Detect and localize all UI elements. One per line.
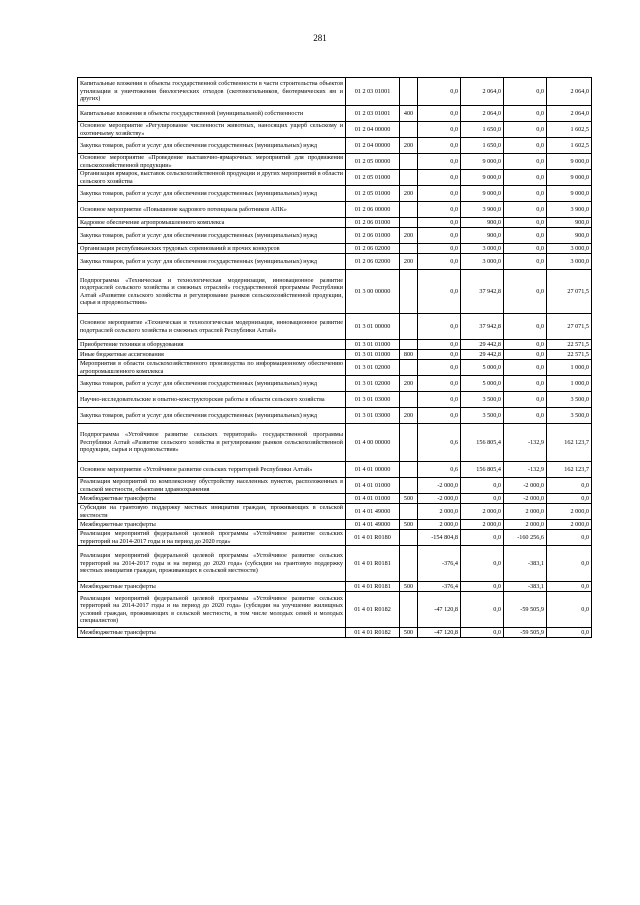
row-value-1: 0,0 — [418, 244, 461, 254]
row-code: 01 4 01 R0181 — [346, 546, 400, 582]
row-value-2: 0,0 — [461, 582, 504, 592]
row-name: Субсидии на грантовую поддержку местных инициатив граждан, проживающих в сельской местности — [78, 504, 346, 520]
row-value-3: 0,0 — [504, 270, 547, 314]
row-code: 01 2 06 02000 — [346, 244, 400, 254]
table-row — [78, 138, 592, 154]
row-value-1: 0,0 — [418, 78, 461, 106]
row-value-1: 0,0 — [418, 202, 461, 218]
row-value-2: 0,0 — [461, 530, 504, 546]
row-kvr: 500 — [400, 628, 418, 638]
row-value-2: 5 000,0 — [461, 376, 504, 392]
row-value-4: 1 000,0 — [547, 360, 592, 376]
row-value-3: 2 000,0 — [504, 504, 547, 520]
row-value-2: 2 000,0 — [461, 520, 504, 530]
row-name: Закупка товаров, работ и услуг для обеспечения государственных (муниципальных) нужд — [78, 254, 346, 270]
row-kvr — [400, 360, 418, 376]
row-value-3: -160 256,6 — [504, 530, 547, 546]
row-value-3: 0,0 — [504, 154, 547, 170]
row-value-3: 0,0 — [504, 122, 547, 138]
table-row — [78, 254, 592, 270]
row-name: Закупка товаров, работ и услуг для обеспечения государственных (муниципальных) нужд — [78, 186, 346, 202]
row-value-1: 0,0 — [418, 254, 461, 270]
row-value-2: 37 942,8 — [461, 270, 504, 314]
row-value-4: 2 000,0 — [547, 504, 592, 520]
row-code: 01 4 01 00000 — [346, 462, 400, 478]
table-row — [78, 270, 592, 314]
row-value-4: 27 071,5 — [547, 314, 592, 340]
row-value-1: -376,4 — [418, 582, 461, 592]
row-kvr — [400, 244, 418, 254]
row-value-2: 0,0 — [461, 628, 504, 638]
row-value-1: 0,0 — [418, 106, 461, 122]
table-row — [78, 592, 592, 628]
row-name: Закупка товаров, работ и услуг для обеспечения государственных (муниципальных) нужд — [78, 408, 346, 424]
row-value-3: 0,0 — [504, 376, 547, 392]
row-value-4: 9 000,0 — [547, 154, 592, 170]
row-value-4: 1 602,5 — [547, 138, 592, 154]
row-code: 01 2 05 01000 — [346, 170, 400, 186]
row-value-4: 162 123,7 — [547, 424, 592, 462]
row-value-4: 22 571,5 — [547, 340, 592, 350]
row-value-3: 0,0 — [504, 392, 547, 408]
row-name: Капитальные вложения в объекты государственной собственности в части строительства объектов утилизации и уничтожения биологических отходов (скотомогильников, биотермических ям и других) — [78, 78, 346, 106]
row-value-3: 0,0 — [504, 78, 547, 106]
row-code: 01 3 01 01000 — [346, 340, 400, 350]
row-value-1: 2 000,0 — [418, 504, 461, 520]
row-value-4: 0,0 — [547, 546, 592, 582]
row-kvr: 200 — [400, 186, 418, 202]
row-kvr — [400, 504, 418, 520]
row-name: Закупка товаров, работ и услуг для обеспечения государственных (муниципальных) нужд — [78, 376, 346, 392]
row-kvr: 200 — [400, 254, 418, 270]
row-value-2: 2 064,0 — [461, 78, 504, 106]
table-row — [78, 408, 592, 424]
row-value-2: 0,0 — [461, 494, 504, 504]
row-code: 01 2 06 02000 — [346, 254, 400, 270]
row-code: 01 2 06 01000 — [346, 228, 400, 244]
row-name: Реализация мероприятий федеральной целевой программы «Устойчивое развитие сельских территорий на 2014-2017 годы и на период до 2020 года» — [78, 530, 346, 546]
row-kvr — [400, 462, 418, 478]
table-body — [78, 78, 592, 638]
table-row — [78, 504, 592, 520]
row-value-4: 1 602,5 — [547, 122, 592, 138]
row-value-4: 3 000,0 — [547, 244, 592, 254]
row-value-4: 3 000,0 — [547, 254, 592, 270]
row-value-3: -132,9 — [504, 424, 547, 462]
row-name: Организация ярмарок, выставок сельскохозяйственной продукции и других мероприятий в области сельского хозяйства — [78, 170, 346, 186]
row-value-3: -132,9 — [504, 462, 547, 478]
table-row — [78, 628, 592, 638]
row-code: 01 4 01 R0182 — [346, 592, 400, 628]
table-row — [78, 170, 592, 186]
row-value-3: 0,0 — [504, 106, 547, 122]
row-code: 01 4 00 00000 — [346, 424, 400, 462]
row-code: 01 4 01 R0182 — [346, 628, 400, 638]
row-name: Мероприятия в области сельскохозяйственного производства по информационному обеспечению агропромышленного комплекса — [78, 360, 346, 376]
row-value-2: 29 442,8 — [461, 340, 504, 350]
page-number: 281 — [313, 33, 327, 43]
row-name: Кадровое обеспечение агропромышленного комплекса — [78, 218, 346, 228]
table-row — [78, 218, 592, 228]
row-value-1: -376,4 — [418, 546, 461, 582]
row-value-1: 2 000,0 — [418, 520, 461, 530]
table-row — [78, 424, 592, 462]
row-value-1: 0,0 — [418, 408, 461, 424]
row-value-1: 0,0 — [418, 270, 461, 314]
table-row — [78, 392, 592, 408]
row-name: Подпрограмма «Техническая и технологическая модернизация, инновационное развитие подотраслей сельского хозяйства и смежных отраслей» государственной программы Республики Алтай «Развитие сельского хозяйства и регулирование рынков сельскохозяйственной продукции, сырья и продовольствия» — [78, 270, 346, 314]
table-row — [78, 154, 592, 170]
table-row — [78, 186, 592, 202]
row-value-1: -2 000,0 — [418, 478, 461, 494]
table-row — [78, 494, 592, 504]
row-value-1: 0,0 — [418, 376, 461, 392]
row-value-3: 0,0 — [504, 244, 547, 254]
row-code: 01 2 04 00000 — [346, 138, 400, 154]
table-row — [78, 202, 592, 218]
row-value-4: 1 000,0 — [547, 376, 592, 392]
row-name: Основное мероприятие «Повышение кадрового потенциала работников АПК» — [78, 202, 346, 218]
row-value-4: 2 064,0 — [547, 106, 592, 122]
row-code: 01 3 01 03000 — [346, 392, 400, 408]
row-name: Организация республиканских трудовых соревнований и прочих конкурсов — [78, 244, 346, 254]
row-kvr — [400, 170, 418, 186]
row-kvr — [400, 340, 418, 350]
row-name: Закупка товаров, работ и услуг для обеспечения государственных (муниципальных) нужд — [78, 228, 346, 244]
row-name: Капитальные вложения в объекты государственной (муниципальной) собственности — [78, 106, 346, 122]
row-kvr — [400, 270, 418, 314]
row-value-1: 0,0 — [418, 186, 461, 202]
row-name: Основное мероприятие «Устойчивое развитие сельских территорий Республики Алтай» — [78, 462, 346, 478]
row-name: Иные бюджетные ассигнования — [78, 350, 346, 360]
row-value-4: 0,0 — [547, 478, 592, 494]
row-kvr: 200 — [400, 376, 418, 392]
row-value-1: -47 120,8 — [418, 628, 461, 638]
row-value-4: 22 571,5 — [547, 350, 592, 360]
row-kvr — [400, 546, 418, 582]
row-value-1: -47 120,8 — [418, 592, 461, 628]
row-code: 01 3 01 01000 — [346, 350, 400, 360]
row-name: Межбюджетные трансферты — [78, 494, 346, 504]
row-value-2: 3 000,0 — [461, 244, 504, 254]
row-value-2: 5 000,0 — [461, 360, 504, 376]
row-value-3: -59 505,9 — [504, 628, 547, 638]
row-kvr — [400, 202, 418, 218]
table-row — [78, 520, 592, 530]
row-kvr — [400, 218, 418, 228]
row-value-2: 9 000,0 — [461, 186, 504, 202]
row-value-1: 0,0 — [418, 218, 461, 228]
row-value-3: -59 505,9 — [504, 592, 547, 628]
row-code: 01 3 01 02000 — [346, 360, 400, 376]
row-value-2: 2 000,0 — [461, 504, 504, 520]
row-value-2: 1 650,0 — [461, 138, 504, 154]
row-value-4: 3 900,0 — [547, 202, 592, 218]
row-code: 01 4 01 49000 — [346, 520, 400, 530]
row-kvr: 400 — [400, 106, 418, 122]
table-row — [78, 546, 592, 582]
row-value-2: 37 942,8 — [461, 314, 504, 340]
row-value-4: 9 000,0 — [547, 170, 592, 186]
table-row — [78, 350, 592, 360]
row-value-1: 0,0 — [418, 350, 461, 360]
row-value-2: 9 000,0 — [461, 154, 504, 170]
row-value-4: 0,0 — [547, 530, 592, 546]
row-value-2: 29 442,8 — [461, 350, 504, 360]
table-row — [78, 360, 592, 376]
row-code: 01 4 01 01000 — [346, 478, 400, 494]
row-value-4: 0,0 — [547, 628, 592, 638]
row-name: Межбюджетные трансферты — [78, 582, 346, 592]
row-kvr — [400, 592, 418, 628]
row-code: 01 3 01 00000 — [346, 314, 400, 340]
row-value-4: 0,0 — [547, 494, 592, 504]
table-row — [78, 244, 592, 254]
row-value-3: 2 000,0 — [504, 520, 547, 530]
row-kvr — [400, 154, 418, 170]
row-code: 01 4 01 R0181 — [346, 582, 400, 592]
row-value-1: 0,0 — [418, 314, 461, 340]
row-code: 01 4 01 R0180 — [346, 530, 400, 546]
row-value-3: -2 000,0 — [504, 494, 547, 504]
row-code: 01 2 05 01000 — [346, 186, 400, 202]
row-value-2: 0,0 — [461, 546, 504, 582]
row-code: 01 4 01 49000 — [346, 504, 400, 520]
row-value-2: 0,0 — [461, 592, 504, 628]
table-row — [78, 340, 592, 350]
row-kvr — [400, 392, 418, 408]
row-value-2: 1 650,0 — [461, 122, 504, 138]
table-row — [78, 106, 592, 122]
row-value-3: 0,0 — [504, 340, 547, 350]
row-value-1: 0,0 — [418, 122, 461, 138]
row-value-1: 0,0 — [418, 360, 461, 376]
row-value-2: 0,0 — [461, 478, 504, 494]
row-value-3: 0,0 — [504, 408, 547, 424]
row-value-1: 0,0 — [418, 138, 461, 154]
row-value-2: 3 000,0 — [461, 254, 504, 270]
row-code: 01 2 05 00000 — [346, 154, 400, 170]
row-kvr — [400, 314, 418, 340]
row-code: 01 3 01 02000 — [346, 376, 400, 392]
row-value-3: -383,1 — [504, 546, 547, 582]
row-value-2: 3 900,0 — [461, 202, 504, 218]
row-name: Подпрограмма «Устойчивое развитие сельских территорий» государственной программы Республики Алтай «Развитие сельского хозяйства и регулирование рынков сельскохозяйственной продукции, сырья и продовольствия» — [78, 424, 346, 462]
row-value-3: 0,0 — [504, 360, 547, 376]
row-kvr — [400, 122, 418, 138]
row-value-3: -383,1 — [504, 582, 547, 592]
row-value-2: 156 805,4 — [461, 462, 504, 478]
row-code: 01 2 03 01001 — [346, 106, 400, 122]
row-value-1: 0,0 — [418, 154, 461, 170]
row-value-4: 3 500,0 — [547, 392, 592, 408]
row-value-4: 9 000,0 — [547, 186, 592, 202]
table-row — [78, 122, 592, 138]
row-value-1: 0,6 — [418, 424, 461, 462]
row-name: Научно-исследовательские и опытно-конструкторские работы в области сельского хозяйства — [78, 392, 346, 408]
row-value-2: 2 064,0 — [461, 106, 504, 122]
row-value-3: 0,0 — [504, 228, 547, 244]
table-row — [78, 78, 592, 106]
table-row — [78, 530, 592, 546]
row-value-4: 900,0 — [547, 218, 592, 228]
row-kvr — [400, 424, 418, 462]
table-row — [78, 228, 592, 244]
row-value-2: 156 805,4 — [461, 424, 504, 462]
row-value-4: 0,0 — [547, 582, 592, 592]
row-value-2: 900,0 — [461, 218, 504, 228]
row-kvr: 200 — [400, 228, 418, 244]
table-row — [78, 582, 592, 592]
row-kvr: 500 — [400, 582, 418, 592]
row-value-1: 0,0 — [418, 170, 461, 186]
row-value-3: 0,0 — [504, 254, 547, 270]
row-value-2: 900,0 — [461, 228, 504, 244]
row-value-1: 0,6 — [418, 462, 461, 478]
row-kvr — [400, 478, 418, 494]
row-value-3: 0,0 — [504, 170, 547, 186]
budget-table — [77, 77, 592, 638]
row-value-1: 0,0 — [418, 340, 461, 350]
row-value-1: -154 804,8 — [418, 530, 461, 546]
row-value-3: 0,0 — [504, 218, 547, 228]
row-code: 01 2 06 01000 — [346, 218, 400, 228]
row-value-3: 0,0 — [504, 186, 547, 202]
row-name: Закупка товаров, работ и услуг для обеспечения государственных (муниципальных) нужд — [78, 138, 346, 154]
row-kvr: 500 — [400, 494, 418, 504]
row-code: 01 3 01 03000 — [346, 408, 400, 424]
row-code: 01 4 01 01000 — [346, 494, 400, 504]
row-name: Реализация мероприятий по комплексному обустройству населенных пунктов, расположенных в сельской местности, объектами здравоохранения — [78, 478, 346, 494]
row-value-4: 0,0 — [547, 592, 592, 628]
row-code: 01 2 04 00000 — [346, 122, 400, 138]
row-kvr: 800 — [400, 350, 418, 360]
row-kvr: 200 — [400, 408, 418, 424]
row-name: Межбюджетные трансферты — [78, 520, 346, 530]
row-value-3: 0,0 — [504, 202, 547, 218]
row-code: 01 2 06 00000 — [346, 202, 400, 218]
row-value-2: 9 000,0 — [461, 170, 504, 186]
row-value-2: 3 500,0 — [461, 392, 504, 408]
row-name: Основное мероприятие «Техническая и технологическая модернизация, инновационное развитие подотраслей сельского хозяйства и смежных отраслей Республики Алтай» — [78, 314, 346, 340]
row-name: Межбюджетные трансферты — [78, 628, 346, 638]
row-kvr: 500 — [400, 520, 418, 530]
row-value-4: 900,0 — [547, 228, 592, 244]
row-value-4: 162 123,7 — [547, 462, 592, 478]
row-name: Приобретение техники и оборудования — [78, 340, 346, 350]
row-kvr — [400, 530, 418, 546]
row-name: Реализация мероприятий федеральной целевой программы «Устойчивое развитие сельских территорий на 2014-2017 годы и на период до 2020 года» (субсидии на улучшение жилищных условий граждан, проживающих в сельской местности, в том числе молодых семей и молодых специалистов) — [78, 592, 346, 628]
row-value-3: 0,0 — [504, 314, 547, 340]
row-value-1: 0,0 — [418, 228, 461, 244]
row-value-4: 27 071,5 — [547, 270, 592, 314]
row-name: Основное мероприятие «Проведение выставочно-ярмарочных мероприятий для продвижения сельскохозяйственной продукции» — [78, 154, 346, 170]
row-code: 01 3 00 00000 — [346, 270, 400, 314]
table-row — [78, 478, 592, 494]
table-row — [78, 376, 592, 392]
row-value-3: 0,0 — [504, 350, 547, 360]
row-value-1: 0,0 — [418, 392, 461, 408]
row-value-4: 3 500,0 — [547, 408, 592, 424]
table-row — [78, 314, 592, 340]
row-kvr: 200 — [400, 138, 418, 154]
row-value-2: 3 500,0 — [461, 408, 504, 424]
row-name: Реализация мероприятий федеральной целевой программы «Устойчивое развитие сельских территорий на 2014-2017 годы и на период до 2020 года» (субсидии на грантовую поддержку местных инициатив граждан, проживающих в сельской местности) — [78, 546, 346, 582]
row-value-4: 2 000,0 — [547, 520, 592, 530]
row-value-4: 2 064,0 — [547, 78, 592, 106]
row-kvr — [400, 78, 418, 106]
row-name: Основное мероприятие «Регулирование численности животных, наносящих ущерб сельскому и охотничьему хозяйству» — [78, 122, 346, 138]
table-row — [78, 462, 592, 478]
row-value-1: -2 000,0 — [418, 494, 461, 504]
row-value-3: 0,0 — [504, 138, 547, 154]
row-value-3: -2 000,0 — [504, 478, 547, 494]
row-code: 01 2 03 01001 — [346, 78, 400, 106]
